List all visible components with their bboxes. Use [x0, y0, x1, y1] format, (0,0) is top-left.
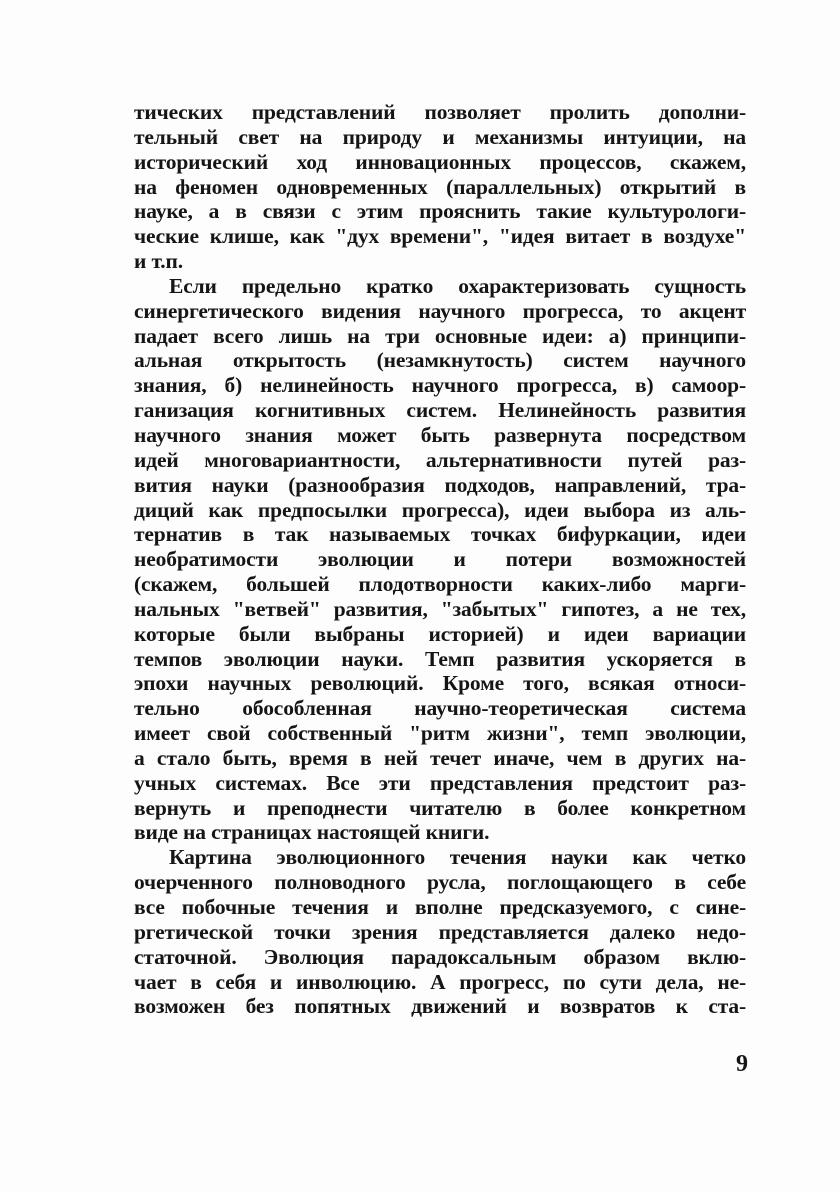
- text-line: научного знания может быть развернута посредством: [134, 422, 746, 447]
- text-line: тельно обособленная научно-теоретическая система: [134, 696, 746, 721]
- text-line: науке, а в связи с этим прояснить такие культурологи-: [134, 199, 746, 224]
- text-line: вернуть и преподнести читателю в более конкретном: [134, 795, 746, 820]
- text-line: ческие клише, как "дух времени", "идея витает в воздухе": [134, 224, 746, 249]
- text-line: синергетического видения научного прогресса, то акцент: [134, 298, 746, 323]
- text-line: эпохи научных революций. Кроме того, всякая относи-: [134, 671, 746, 696]
- text-line: виде на страницах настоящей книги.: [134, 820, 490, 845]
- paragraph-first-line: Если предельно кратко охарактеризовать сущность: [169, 273, 746, 298]
- text-line: а стало быть, время в ней течет иначе, чем в других на-: [134, 745, 746, 770]
- text-line: знания, б) нелинейность научного прогресса, в) самоор-: [134, 373, 746, 398]
- text-line: учных системах. Все эти представления предстоит раз-: [134, 770, 746, 795]
- text-line: нальных "ветвей" развития, "забытых" гипотез, а не тех,: [134, 596, 746, 621]
- text-line: необратимости эволюции и потери возможностей: [134, 547, 746, 572]
- text-line: имеет свой собственный "ритм жизни", темп эволюции,: [134, 721, 746, 746]
- text-line: ргетической точки зрения представляется далеко недо-: [134, 919, 746, 944]
- body-text: [134, 100, 746, 1019]
- page-number: 9: [736, 1051, 748, 1077]
- text-line: статочной. Эволюция парадоксальным образом вклю-: [134, 944, 746, 969]
- text-line: (скажем, большей плодотворности каких-либо марги-: [134, 572, 746, 597]
- text-line: исторический ход инновационных процессов, скажем,: [134, 149, 746, 174]
- text-line: возможен без попятных движений и возвратов к ста-: [134, 994, 746, 1019]
- text-line: которые были выбраны историей) и идеи вариации: [134, 621, 746, 646]
- text-line: тических представлений позволяет пролить дополни-: [134, 100, 746, 124]
- text-line: тельный свет на природу и механизмы интуиции, на: [134, 124, 746, 149]
- text-line: темпов эволюции науки. Темп развития ускоряется в: [134, 646, 746, 671]
- text-line: все побочные течения и вполне предсказуемого, с сине-: [134, 895, 746, 919]
- text-line: на феномен одновременных (параллельных) открытий в: [134, 174, 746, 199]
- text-line: ганизация когнитивных систем. Нелинейность развития: [134, 398, 746, 423]
- text-line: тернатив в так называемых точках бифуркации, идеи: [134, 522, 746, 547]
- text-line: и т.п.: [134, 249, 183, 274]
- text-line: альная открытость (незамкнутость) систем научного: [134, 348, 746, 373]
- text-line: вития науки (разнообразия подходов, направлений, тра-: [134, 472, 746, 497]
- text-line: очерченного полноводного русла, поглощающего в себе: [134, 870, 746, 895]
- text-line: падает всего лишь на три основные идеи: а) принципи-: [134, 323, 746, 348]
- text-line: идей многовариантности, альтернативности путей раз-: [134, 447, 746, 472]
- text-line: чает в себя и инволюцию. А прогресс, по сути дела, не-: [134, 969, 746, 994]
- text-line: диций как предпосылки прогресса), идеи выбора из аль-: [134, 497, 746, 522]
- paragraph-first-line: Картина эволюционного течения науки как четко: [169, 845, 746, 870]
